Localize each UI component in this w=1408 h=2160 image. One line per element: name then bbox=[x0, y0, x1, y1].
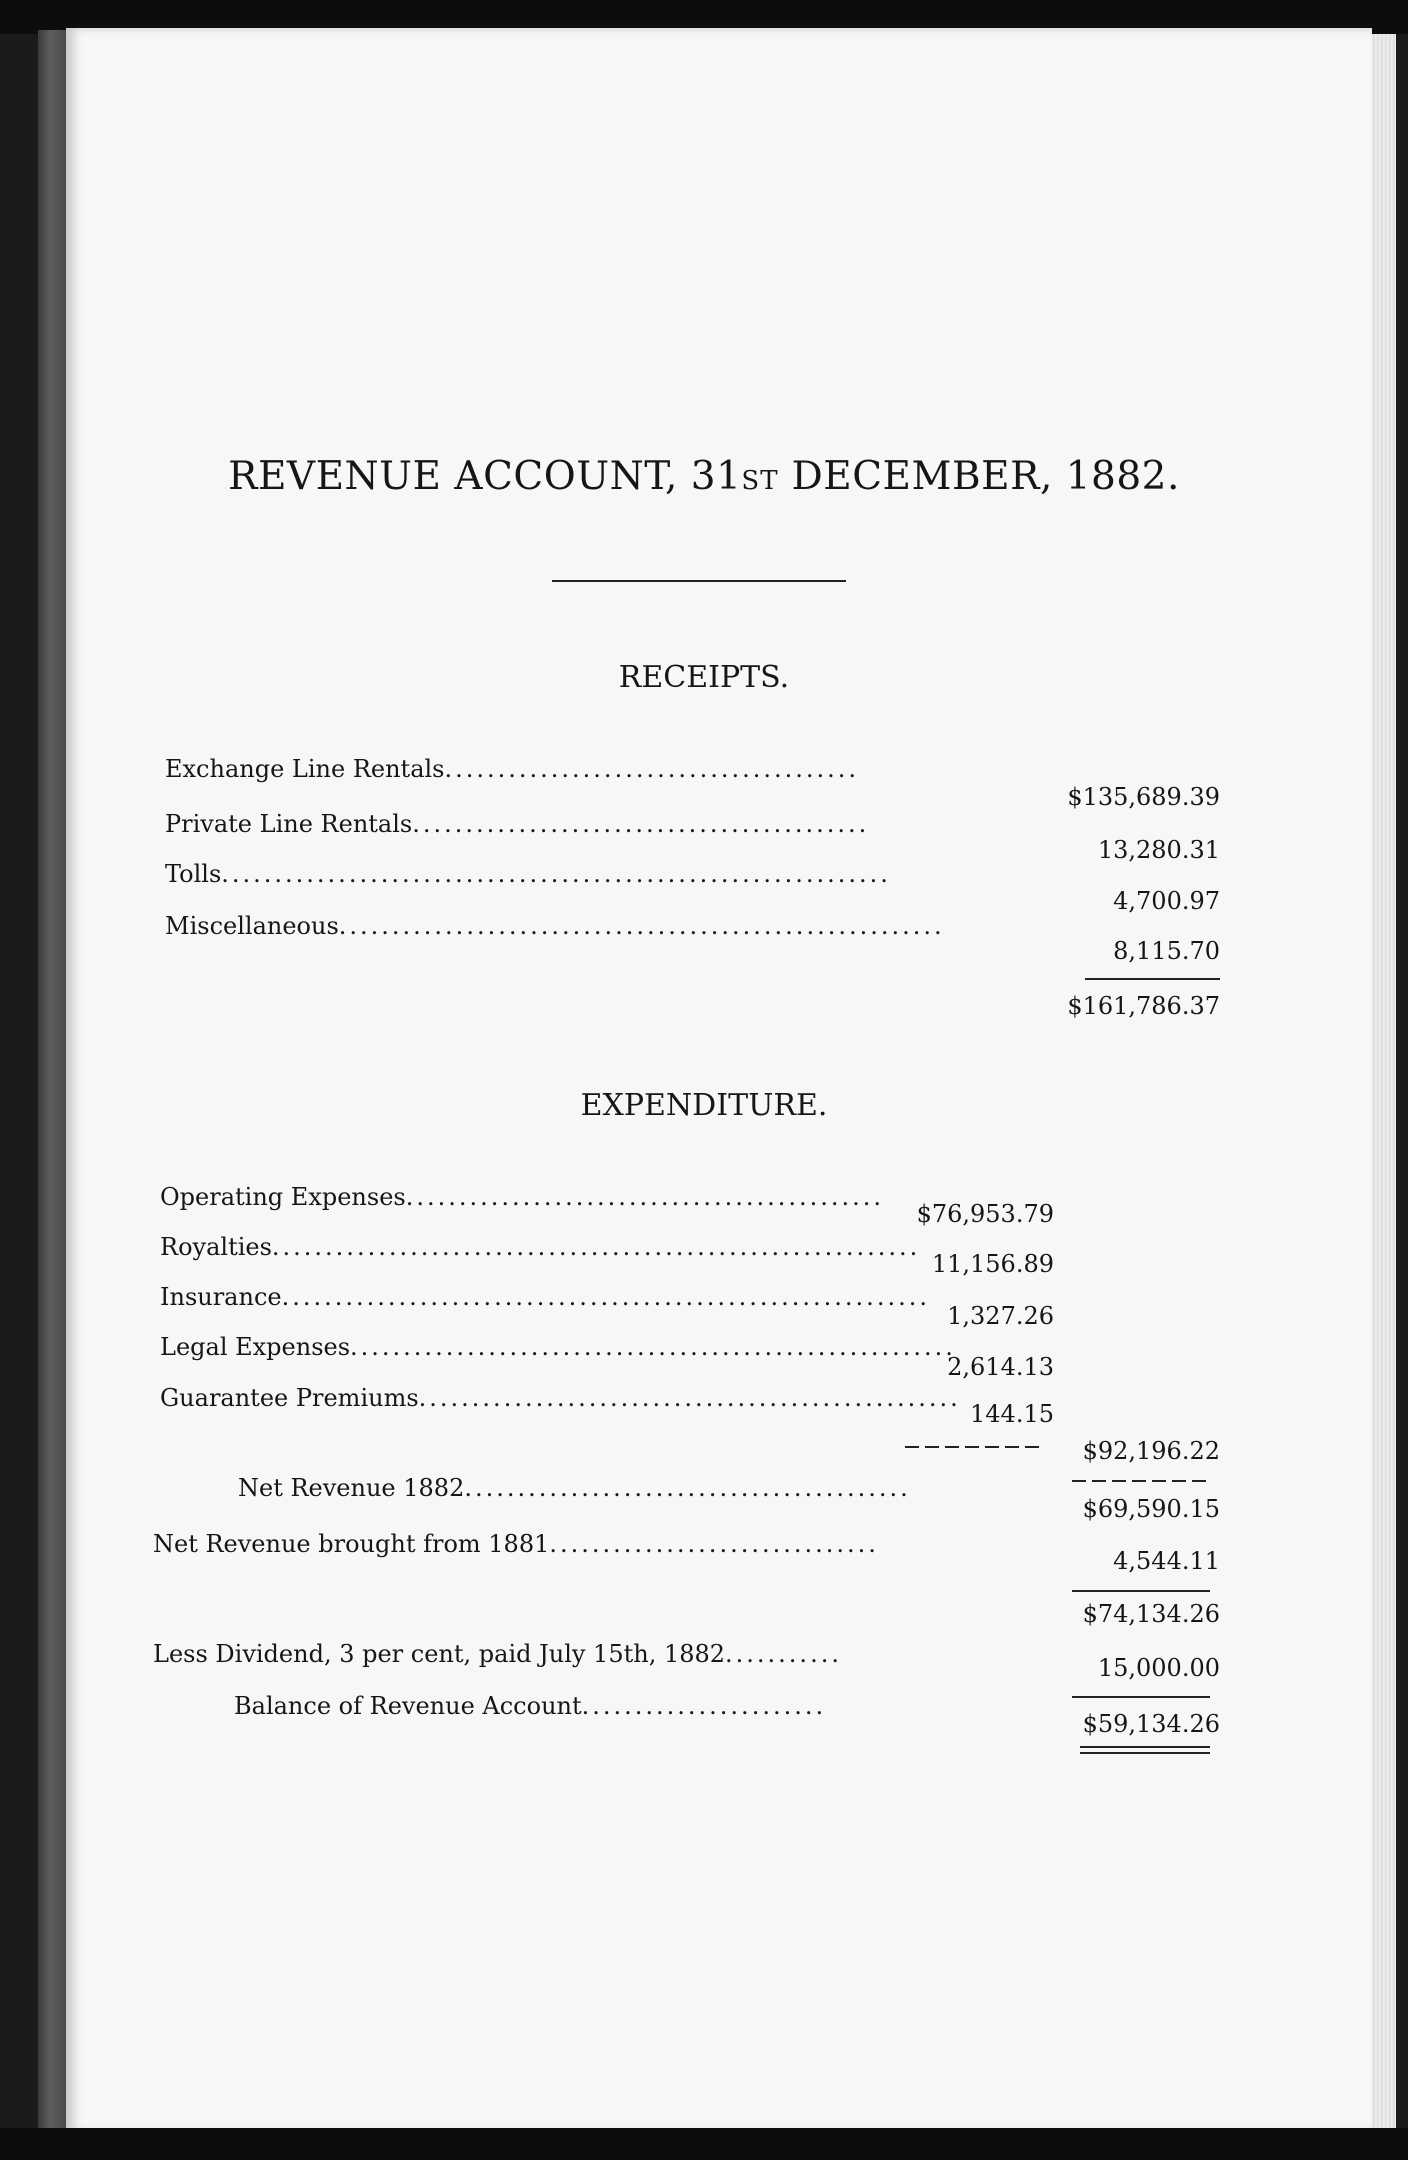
summary-amount: 15,000.00 bbox=[1097, 1654, 1220, 1682]
receipts-heading: RECEIPTS. bbox=[618, 660, 790, 695]
summary-label: Less Dividend, 3 per cent, paid July 15th, 1882........... bbox=[153, 1640, 842, 1668]
receipt-label: Exchange Line Rentals....................................... bbox=[165, 755, 860, 783]
expenditure-label: Guarantee Premiums................................................... bbox=[160, 1384, 961, 1412]
summary-label: Net Revenue brought from 1881............................... bbox=[153, 1530, 879, 1558]
balance-rule bbox=[1072, 1696, 1210, 1698]
expenditure-amount: 1,327.26 bbox=[947, 1302, 1054, 1330]
expenditure-label: Insurance............................................................. bbox=[160, 1283, 930, 1311]
expenditure-heading: EXPENDITURE. bbox=[580, 1088, 828, 1123]
scan-bottom-border bbox=[0, 2128, 1408, 2160]
receipt-label: Tolls............................................................... bbox=[165, 860, 891, 888]
receipt-amount: $135,689.39 bbox=[1067, 783, 1220, 811]
summary-label: Balance of Revenue Account....................... bbox=[234, 1692, 827, 1720]
page-edge bbox=[1372, 34, 1396, 2130]
expenditure-amount: 144.15 bbox=[970, 1400, 1054, 1428]
summary-subtotal-rule bbox=[1072, 1590, 1210, 1592]
title-ordinal: ST bbox=[741, 466, 779, 496]
summary-amount: $74,134.26 bbox=[1082, 1600, 1220, 1628]
receipts-total: $161,786.37 bbox=[1067, 992, 1220, 1020]
balance-amount: $59,134.26 bbox=[1082, 1710, 1220, 1738]
receipt-amount: 13,280.31 bbox=[1097, 836, 1220, 864]
summary-amount: $69,590.15 bbox=[1082, 1495, 1220, 1523]
receipt-label: Miscellaneous......................................................... bbox=[165, 912, 945, 940]
balance-double-rule-2 bbox=[1080, 1752, 1210, 1754]
expenditure-label: Operating Expenses............................................. bbox=[160, 1183, 885, 1211]
expenditure-total: $92,196.22 bbox=[1082, 1437, 1220, 1465]
summary-amount: 4,544.11 bbox=[1113, 1547, 1220, 1575]
title-suffix: DECEMBER, 1882. bbox=[778, 454, 1180, 499]
expenditure-label: Legal Expenses......................................................... bbox=[160, 1333, 956, 1361]
book-spine bbox=[38, 30, 68, 2130]
balance-double-rule-1 bbox=[1080, 1746, 1210, 1748]
receipt-amount: 8,115.70 bbox=[1113, 937, 1220, 965]
expenditure-amount: $76,953.79 bbox=[916, 1200, 1054, 1228]
page bbox=[66, 28, 1372, 2132]
receipt-label: Private Line Rentals........................................... bbox=[165, 810, 870, 838]
page-title bbox=[0, 454, 1408, 499]
expenditure-label: Royalties............................................................. bbox=[160, 1233, 921, 1261]
expenditure-amount: 2,614.13 bbox=[947, 1353, 1054, 1381]
summary-label: Net Revenue 1882.......................................... bbox=[238, 1474, 911, 1502]
expenditure-amount: 11,156.89 bbox=[931, 1250, 1054, 1278]
expenditure-subtotal-rule bbox=[905, 1446, 1045, 1448]
expenditure-total-rule bbox=[1072, 1480, 1210, 1482]
receipts-total-rule bbox=[1085, 978, 1220, 980]
title-prefix: REVENUE ACCOUNT, 31 bbox=[228, 454, 742, 499]
title-rule bbox=[552, 580, 846, 582]
receipt-amount: 4,700.97 bbox=[1113, 887, 1220, 915]
